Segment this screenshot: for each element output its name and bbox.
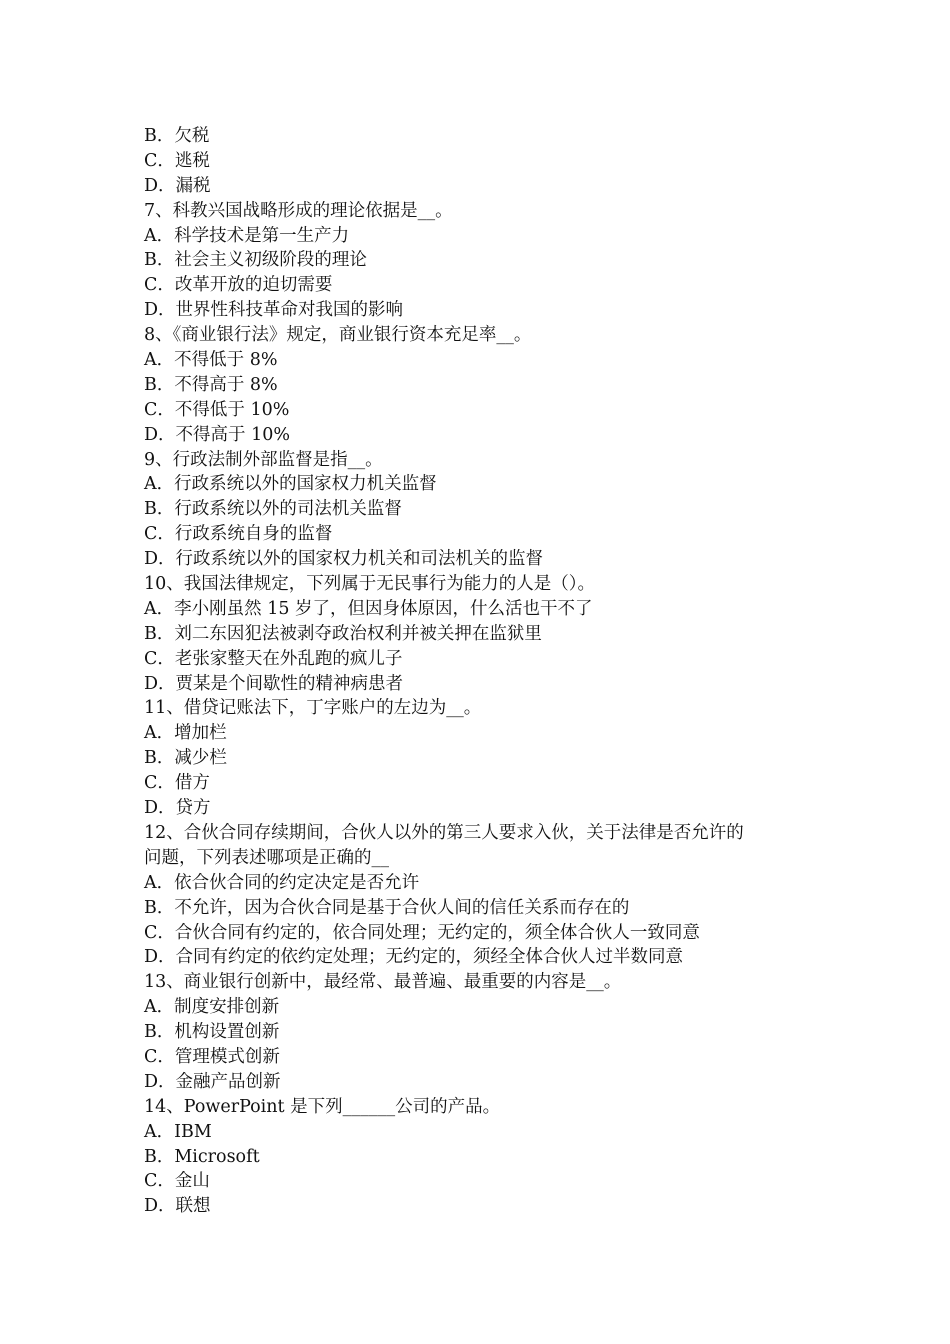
option-line: C．行政系统自身的监督 (144, 524, 333, 545)
option-line: B．不允许，因为合伙合同是基于合伙人间的信任关系而存在的 (144, 897, 630, 918)
option-line: D．漏税 (144, 175, 211, 196)
option-line: D．合同有约定的依约定处理；无约定的，须经全体合伙人过半数同意 (144, 947, 684, 968)
option-line: C．老张家整天在外乱跑的疯儿子 (144, 648, 403, 669)
option-line: A．依合伙合同的约定决定是否允许 (144, 872, 420, 893)
question-line: 13、商业银行创新中，最经常、最普遍、最重要的内容是__。 (144, 972, 622, 993)
option-line: C．合伙合同有约定的，依合同处理；无约定的，须全体合伙人一致同意 (144, 922, 700, 943)
option-line: D．贷方 (144, 798, 211, 819)
question-line: 12、合伙合同存续期间，合伙人以外的第三人要求入伙，关于法律是否允许的 (144, 822, 744, 843)
question-line: 7、科教兴国战略形成的理论依据是__。 (144, 200, 453, 221)
option-line: B．不得高于 8% (144, 374, 278, 395)
option-line: A．不得低于 8% (144, 350, 278, 371)
option-line: D．金融产品创新 (144, 1071, 281, 1092)
option-line: B．机构设置创新 (144, 1022, 280, 1043)
option-line: B．行政系统以外的司法机关监督 (144, 499, 402, 520)
question-line: 14、PowerPoint 是下列______公司的产品。 (144, 1096, 501, 1117)
option-line: D．不得高于 10% (144, 424, 290, 445)
question-line: 8、《商业银行法》规定，商业银行资本充足率__。 (144, 325, 532, 346)
option-line: C．不得低于 10% (144, 399, 290, 420)
question-line: 11、借贷记账法下，丁字账户的左边为__。 (144, 698, 482, 719)
option-line: C．借方 (144, 773, 210, 794)
option-line: B．刘二东因犯法被剥夺政治权利并被关押在监狱里 (144, 623, 542, 644)
option-line: C．管理模式创新 (144, 1046, 280, 1067)
option-line: A．李小刚虽然 15 岁了，但因身体原因，什么活也干不了 (144, 598, 593, 619)
option-line: A．科学技术是第一生产力 (144, 225, 350, 246)
option-line: C．金山 (144, 1171, 210, 1192)
option-line: A．制度安排创新 (144, 997, 280, 1018)
question-text-block (144, 124, 824, 1219)
question-line: 9、行政法制外部监督是指__。 (144, 449, 383, 470)
option-line: B．欠税 (144, 126, 210, 146)
option-line: C．逃税 (144, 150, 210, 171)
option-line: A．增加栏 (144, 723, 227, 744)
option-line: B．Microsoft (144, 1146, 260, 1167)
option-line: D．贾某是个间歇性的精神病患者 (144, 673, 404, 694)
option-line: D．联想 (144, 1196, 211, 1217)
question-line-continued: 问题，下列表述哪项是正确的__ (144, 847, 389, 868)
option-line: B．减少栏 (144, 748, 227, 769)
option-line: D．行政系统以外的国家权力机关和司法机关的监督 (144, 549, 544, 570)
option-line: D．世界性科技革命对我国的影响 (144, 300, 404, 321)
question-line: 10、我国法律规定，下列属于无民事行为能力的人是（）。 (144, 574, 596, 595)
option-line: A．行政系统以外的国家权力机关监督 (144, 474, 437, 495)
option-line: C．改革开放的迫切需要 (144, 275, 333, 296)
option-line: A．IBM (144, 1121, 212, 1142)
option-line: B．社会主义初级阶段的理论 (144, 250, 367, 271)
